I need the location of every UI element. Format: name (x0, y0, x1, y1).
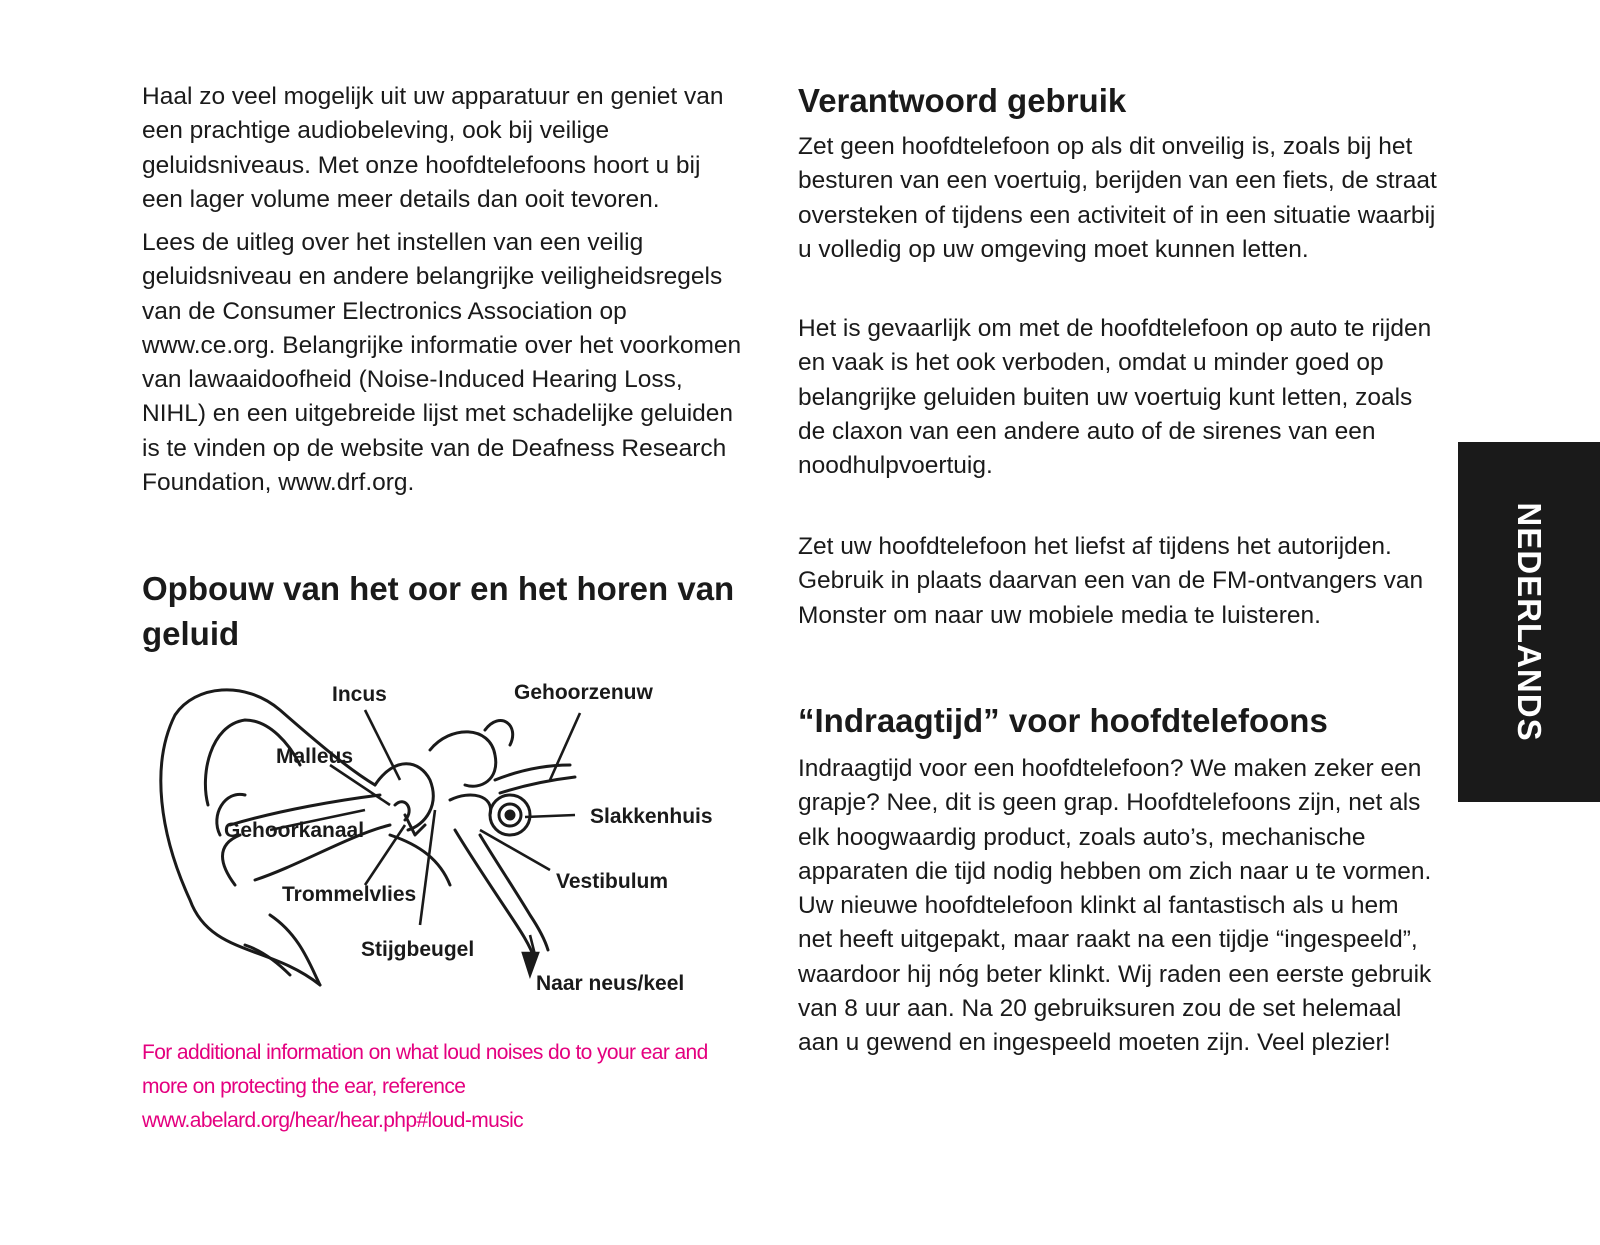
break-in-paragraph: Indraagtijd voor een hoofdtelefoon? We maken zeker een grapje? Nee, dit is geen grap. Hoofdtelefoons zijn, net als elk hoogwaardig product, zoals auto’s, mechanische apparaten die tijd nodig hebben om zich naar u te vormen. Uw nieuwe hoofdtelefoon klinkt al fantastisch als u hem net heeft uitgepakt, maar raakt na een tijdje “ingespeeld”, waardoor hij nóg beter klinkt. Wij raden een eerste gebruik van 8 uur aan. Na 20 gebruiksuren zou de set helemaal aan u gewend en ingespeeld moeten zijn. Veel plezier! (798, 755, 1432, 1057)
intro-paragraph-1: Haal zo veel mogelijk uit uw apparatuur en geniet van een prachtige audiobeleving, ook bij veilige geluidsniveaus. Met onze hoofdtelefoons hoort u bij een lager volume meer details dan ooit tevoren. (142, 83, 724, 213)
footnote-link-text: For additional information on what loud noises do to your ear and more on protecting the ear, reference www.abelard.org/hear/hear.php#loud-music (142, 1041, 708, 1132)
ear-illustration (150, 681, 750, 1030)
intro-paragraph-2: Lees de uitleg over het instellen van een veilig geluidsniveau en andere belangrijke veiligheidsregels van de Consumer Electronics Association op www.ce.org. Belangrijke informatie over het voorkomen van lawaaidoofheid (Noise-Induced Hearing Loss, NIHL) en een uitgebreide lijst met schadelijke geluiden is te vinden op de website van de Deafness Research Foundation, www.drf.org. (142, 229, 742, 497)
label-trommelvlies: Trommelvlies (282, 883, 417, 906)
heading-break-in: “Indraagtijd” voor hoofdtelefoons (798, 702, 1328, 739)
label-vestibulum: Vestibulum (556, 870, 669, 893)
label-gehoorzenuw: Gehoorzenuw (514, 681, 653, 704)
responsible-paragraph-3: Zet uw hoofdtelefoon het liefst af tijdens het autorijden. Gebruik in plaats daarvan een van de FM-ontvangers van Monster om naar uw mobiele media te luisteren. (798, 533, 1424, 629)
heading-ear-anatomy: Opbouw van het oor en het horen van geluid (142, 570, 735, 652)
ear-diagram (150, 681, 750, 1030)
label-gehoorkanaal: Gehoorkanaal (224, 819, 365, 842)
responsible-paragraph-1: Zet geen hoofdtelefoon op als dit onveilig is, zoals bij het besturen van een voertuig, berijden van een fiets, de straat oversteken of tijdens een activiteit of in een situatie waarbij u volledig op uw omgeving moet kunnen letten. (798, 133, 1437, 263)
responsible-paragraph-2: Het is gevaarlijk om met de hoofdtelefoon op auto te rijden en vaak is het ook verboden, omdat u minder goed op belangrijke geluiden buiten uw voertuig kunt letten, zoals de claxon van een andere auto of de sirenes van een noodhulpvoertuig. (798, 315, 1432, 480)
label-incus: Incus (332, 683, 387, 706)
label-naar-neus-keel: Naar neus/keel (536, 972, 685, 995)
label-malleus: Malleus (276, 745, 354, 768)
heading-responsible-use: Verantwoord gebruik (798, 82, 1127, 119)
label-slakkenhuis: Slakkenhuis (590, 805, 713, 828)
language-tab-label: NEDERLANDS (1511, 502, 1548, 742)
language-tab (1458, 442, 1600, 802)
label-stijgbeugel: Stijgbeugel (361, 938, 475, 961)
